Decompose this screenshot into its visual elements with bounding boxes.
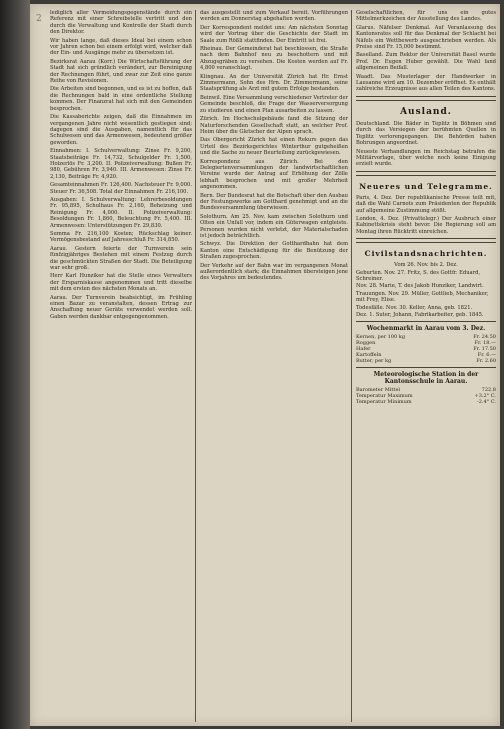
column-3 xyxy=(356,10,496,407)
article-paragraph: Einnahmen: I. Schulverwaltung: Zinse Fr. 9,200, Staatsbeiträge Fr. 14,732, Schulgelder Fr. 1,500, Holzerlös Fr. 3,200. II. Polizeiverwaltung: Bußen Fr. 980, Gebühren Fr. 3,940. III. Armenwesen: Zinse Fr. 2,130, Beiträge Fr. 4,920. xyxy=(50,148,192,180)
market-heading: Wochenmarkt in Aarau vom 3. Dez. xyxy=(366,325,486,333)
article-paragraph: Glarus. Näfelser Denkmal. Auf Veranlassung des Kantonsrates soll für das Denkmal der Schlacht bei Näfels ein Wettbewerb ausgeschrieben werden. Als Preise sind Fr. 15,000 bestimmt. xyxy=(356,24,496,51)
article-paragraph: Solothurn. Am 25. Nov. kam zwischen Solothurn und Olten ein Unfall vor, indem ein Güterwagen entgleiste. Personen wurden nicht verletzt, der Materialschaden ist jedoch beträchtlich. xyxy=(200,213,348,239)
civil-heading: Civilstandsnachrichten. xyxy=(364,249,488,259)
civil-subheading: Vom 26. Nov. bis 2. Dez. xyxy=(394,262,458,269)
article-paragraph: Die Kassaberichte zeigen, daß die Einnahmen im vergangenen Jahre nicht wesentlich gestiegen sind; dagegen sind die Ausgaben, namentlich für das Schulwesen und das Armenwesen, bedeutend größer geworden. xyxy=(50,114,192,146)
column-2 xyxy=(200,10,348,284)
ausland-heading: Ausland. xyxy=(400,106,452,117)
market-table xyxy=(356,334,496,364)
civil-entry: Todesfälle. Nov. 30. Keller, Anna, geb. 1821. xyxy=(356,304,473,311)
article-paragraph: lediglich aller Vermeidungsgegenstände durch ein Referenz mit einer Schreibstelle vertritt und den durch die Verwaltung und Kontrolle der Stadt durch den Direktor. xyxy=(50,10,192,36)
article-paragraph: das ausgestellt und zum Verkauf bereit. Vorführungen werden am Donnerstag abgehalten werden. xyxy=(200,10,348,23)
section-divider xyxy=(356,171,496,176)
column-1 xyxy=(50,10,192,322)
article-paragraph: Korrespondenz aus Zürich. Bei den Delegiertenversammlungen der landwirtschaftlichen Vereine wurde der Antrag auf Erhöhung der Zölle lebhaft besprochen und mit großer Mehrheit angenommen. xyxy=(200,158,348,191)
table-row: Roggen Fr. 18.— xyxy=(356,340,496,347)
article-paragraph: Klingnau. An der Universität Zürich hat Hr. Ernst Zimmermann, Sohn des Hrn. Dr. Zimmermann, seine Staatsprüfung als Arzt mit gutem Erfolge bestanden. xyxy=(200,73,348,93)
column-rule xyxy=(351,10,352,722)
newspaper-page xyxy=(30,4,500,726)
civil-entry: Trauungen. Nov. 29. Müller, Gottlieb, Mechaniker, mit Frey, Elise. xyxy=(356,290,489,304)
telegramme-heading: Neueres und Telegramme. xyxy=(359,181,493,191)
section-divider xyxy=(356,96,496,101)
article-paragraph: London, 4. Dez. (Privattelegr.) Der Ausbruch einer Kabinettskrisis steht bevor. Die Regierung soll am Montag ihren Rücktritt einreichen. xyxy=(356,215,496,235)
civil-entry: Geburten. Nov. 27. Fritz, S. des Gottfr. Eduard, Schreiner. xyxy=(356,269,481,282)
article-paragraph: Deutschland. Die Bäder in Teplitz in Böhmen sind durch das Versiegen der berühmten Quellen in Teplitz verlorengegangen. Die Behörden haben Bohrungen angeordnet. xyxy=(356,120,496,147)
page-number: 2 xyxy=(36,14,42,24)
article-paragraph: Neueste Verhandlungen im Reichstag betrafen die Militärvorlage, über welche noch keine Einigung erzielt wurde. xyxy=(356,148,496,168)
article-paragraph: Paris, 4. Dez. Der republikanische Presse teilt mit, daß die Wahl Carnots zum Präsidenten der Republik auf allgemeine Zustimmung stößt. xyxy=(356,194,496,214)
article-paragraph: Summa Fr. 216,100 Kosten; Rückschlag keiner. Vermögensbestand auf Jahresschluß Fr. 314,850. xyxy=(50,231,192,244)
article-paragraph: Geselschaftlichen, für uns ein gutes Mittelmerkzeichen der Ausstellung des Landes. xyxy=(356,10,496,23)
table-row: Kartoffeln Fr. 6.— xyxy=(356,352,496,359)
article-paragraph: Bern. Der Bundesrat hat die Botschaft über den Ausbau der Festungswerke am Gotthard genehmigt und an die Bundesversammlung überwiesen. xyxy=(200,192,348,212)
article-paragraph: Zürich. Im Hochschulgebäude fand die Sitzung der Naturforschenden Gesellschaft statt, an welcher Prof. Heim über die Gletscher der Alpen sprach. xyxy=(200,116,348,135)
civil-entry: Nov. 28. Marie, T. des Jakob Hunziker, Landwirt. xyxy=(356,283,484,290)
table-row: Temperatur Maximum +3.2° C. xyxy=(356,393,496,400)
table-row: Butter, per kg Fr. 2.60 xyxy=(356,358,496,365)
table-row: Temperatur Minimum -2.4° C. xyxy=(356,399,496,406)
article-paragraph: Herr Karl Hunziker hat die Stelle eines Verwalters der Ersparniskasse angenommen und tritt dieselbe mit dem ersten des nächsten Monats an. xyxy=(50,273,192,293)
weather-heading: Meteorologische Station in der Kantonsschule in Aarau. xyxy=(373,371,479,386)
article-paragraph: Wir haben lange, daß dieses Ideal bei einem schon vor Jahren schon bei einem erfolgt wird, welcher daß der Ein- und Ausgänge mehr zu übersetzen ist. xyxy=(50,37,192,57)
weather-table xyxy=(356,387,496,405)
table-row: Hafer Fr. 17.50 xyxy=(356,346,496,353)
article-paragraph: Rheinau. Der Gemeinderat hat beschlossen, die Straße nach dem Bahnhof neu zu beschottern und mit Abzugsgräben zu versehen. Die Kosten werden auf Fr. 4,800 veranschlagt. xyxy=(200,46,348,72)
civil-entry: Dez. 1. Suter, Johann, Fabrikarbeiter, geb. 1845. xyxy=(356,312,484,318)
article-paragraph: Der Verkehr auf der Bahn war im vergangenen Monat außerordentlich stark; die Einnahmen übersteigen jene des Vorjahres um bedeutendes. xyxy=(200,262,348,282)
section-divider xyxy=(356,321,496,322)
table-row: Barometer Mittel 722.8 xyxy=(356,387,496,394)
section-divider xyxy=(356,367,496,368)
column-rule xyxy=(195,10,196,722)
article-paragraph: Gesamteinnahmen Fr. 126,400. Nachsteuer Fr. 9,000. Steuer Fr. 36,508. Total der Einnahmen Fr. 216,100. xyxy=(50,182,192,195)
article-paragraph: Beinwil. Eine Versammlung verschiedener Vertreter der Gemeinde beschloß, die Frage der Wasserversorgung zu studieren und einen Plan ausarbeiten zu lassen. xyxy=(200,94,348,114)
article-paragraph: Aarau. Der Turnverein beabsichtigt, im Frühling einen Bazar zu veranstalten, dessen Ertrag zur Anschaffung neuer Geräte verwendet werden soll. Gaben werden dankbar entgegengenommen. xyxy=(50,294,192,320)
article-paragraph: Der Korrespondent meldet uns: Am nächsten Sonntag wird der Vortrag über die Geschichte der Stadt im Saale zum Rößli stattfinden. Der Eintritt ist frei. xyxy=(200,24,348,44)
section-divider xyxy=(356,238,496,243)
table-row: Kernen, per 100 kg Fr. 24.50 xyxy=(356,334,496,341)
article-paragraph: Das Obergericht Zürich hat einen Rekurs gegen das Urteil des Bezirksgerichtes Winterthur gutgeheißen und die Sache zu neuer Beurteilung zurückgewiesen. xyxy=(200,137,348,157)
article-paragraph: Ausgaben: I. Schulverwaltung: Lehrerbesoldungen Fr. 95,895, Schulhaus Fr. 2,160, Beheizung und Reinigung Fr. 4,000. II. Polizeiverwaltung: Besoldungen Fr. 1,860, Beleuchtung Fr. 5,400. III. Armenwesen: Unterstützungen Fr. 29,830. xyxy=(50,196,192,229)
article-paragraph: Baselland. Zum Rektor der Universität Basel wurde Prof. Dr. Eugen Huber gewählt. Die Wahl fand allgemeinen Beifall. xyxy=(356,52,496,72)
article-paragraph: Bezirksrat Aarau (Korr.) Die Wirtschaftsführung der Stadt hat sich gründlich verändert, zur Bereinigung der Rechnungen führt, und zwar zur Zeit eine ganze Reihe von Revisionen. xyxy=(50,58,192,85)
book-gutter xyxy=(0,0,30,729)
article-paragraph: Waadt. Das Musterlager der Handwerker in Lausanne wird am 10. Dezember eröffnet. Es enthält zahlreiche Erzeugnisse aus allen Teilen des Kantons. xyxy=(356,73,496,93)
article-paragraph: Aarau. Gestern feierte der Turnverein sein fünfzigjähriges Bestehen mit einem Festzug durch die geschmückten Straßen der Stadt. Die Beteiligung war sehr groß. xyxy=(50,245,192,272)
article-paragraph: Schwyz. Die Direktion der Gotthardbahn hat dem Kanton eine Entschädigung für die Benützung der Straßen zugesprochen. xyxy=(200,241,348,261)
article-paragraph: Die Arbeiten sind begonnen, und es ist zu hoffen, daß die Rechnungen bald in eine ordentliche Stellung kommen. Der Finanzrat hat sich mit den Gemeinden besprochen. xyxy=(50,86,192,112)
